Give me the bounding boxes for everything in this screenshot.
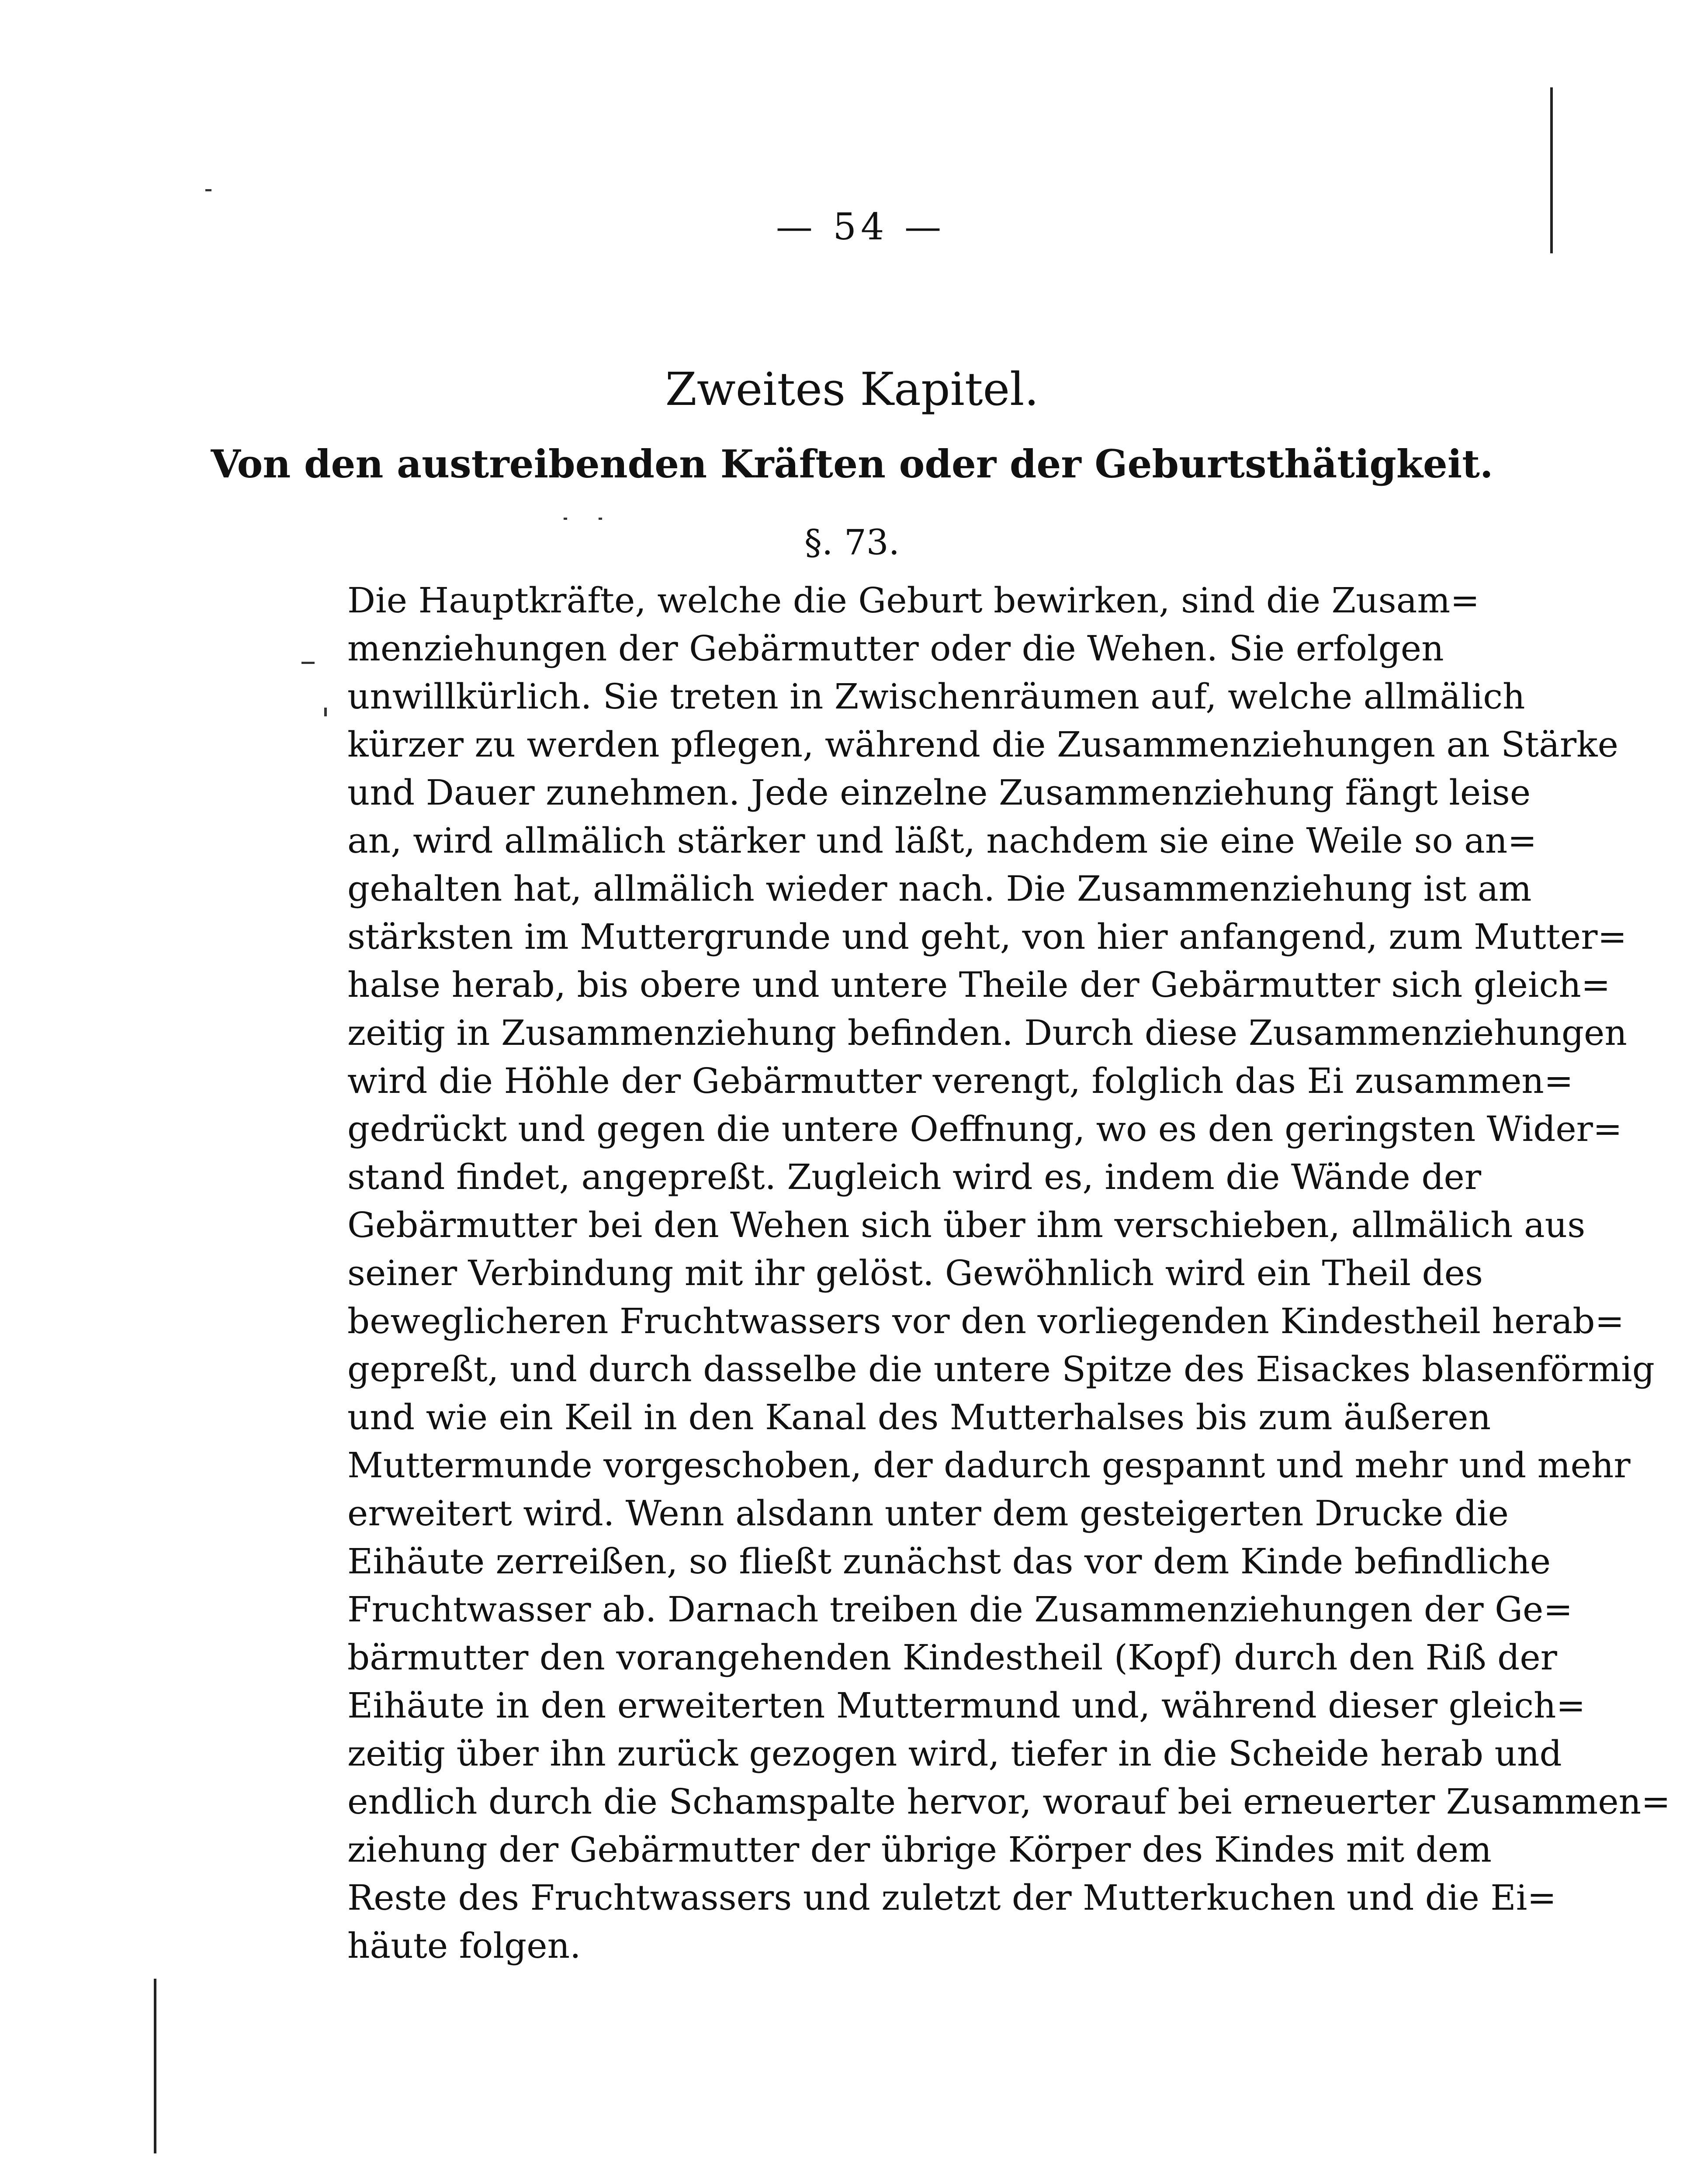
text-line: seiner Verbindung mit ihr gelöst. Gewöhnlich wird ein Theil des (347, 1253, 1483, 1293)
text-line: gehalten hat, allmälich wieder nach. Die Zusammenziehung ist am (347, 868, 1532, 909)
text-line: unwillkürlich. Sie treten in Zwischenräumen auf, welche allmälich (347, 676, 1525, 717)
body-paragraph (347, 577, 1671, 1970)
margin-tick-mark (324, 708, 327, 716)
text-line: Fruchtwasser ab. Darnach treiben die Zusammenziehungen der Ge= (347, 1589, 1573, 1630)
text-line: Reste des Fruchtwassers und zuletzt der Mutterkuchen und die Ei= (347, 1877, 1557, 1918)
text-line: zeitig in Zusammenziehung befinden. Durch diese Zusammenziehungen (347, 1013, 1627, 1053)
text-line: häute folgen. (347, 1925, 581, 1966)
chapter-subtitle: Von den austreibenden Kräften oder der Geburtsthätigkeit. (211, 441, 1493, 487)
text-line: und Dauer zunehmen. Jede einzelne Zusammenziehung fängt leise (347, 772, 1531, 813)
text-line: beweglicheren Fruchtwassers vor den vorliegenden Kindestheil herab= (347, 1301, 1624, 1341)
text-line: an, wird allmälich stärker und läßt, nachdem sie eine Weile so an= (347, 820, 1537, 861)
text-line: Gebärmutter bei den Wehen sich über ihm verschieben, allmälich aus (347, 1205, 1586, 1245)
text-line: endlich durch die Schamspalte hervor, worauf bei erneuerter Zusammen= (347, 1781, 1671, 1822)
scan-speck (205, 189, 211, 191)
text-line: ziehung der Gebärmutter der übrige Körper des Kindes mit dem (347, 1829, 1492, 1870)
section-number: §. 73. (804, 522, 900, 563)
text-line: Die Hauptkräfte, welche die Geburt bewirken, sind die Zusam= (347, 580, 1480, 621)
margin-dash-mark (301, 662, 315, 664)
page-number: — 54 — (776, 205, 946, 248)
text-line: Eihäute in den erweiterten Muttermund und, während dieser gleich= (347, 1685, 1586, 1726)
text-line: gedrückt und gegen die untere Oeffnung, wo es den geringsten Wider= (347, 1109, 1622, 1149)
text-line: gepreßt, und durch dasselbe die untere Spitze des Eisackes blasenförmig (347, 1349, 1655, 1389)
scan-edge-line-right (1550, 87, 1553, 253)
text-line: Muttermunde vorgeschoben, der dadurch gespannt und mehr und mehr (347, 1445, 1631, 1486)
text-line: bärmutter den vorangehenden Kindestheil (Kopf) durch den Riß der (347, 1637, 1557, 1678)
scan-speck (599, 518, 602, 520)
scan-speck (564, 518, 567, 520)
chapter-title: Zweites Kapitel. (665, 363, 1039, 416)
text-line: halse herab, bis obere und untere Theile der Gebärmutter sich gleich= (347, 964, 1610, 1005)
text-line: wird die Höhle der Gebärmutter verengt, folglich das Ei zusammen= (347, 1061, 1573, 1101)
text-line: und wie ein Keil in den Kanal des Mutterhalses bis zum äußeren (347, 1397, 1491, 1438)
text-line: menziehungen der Gebärmutter oder die Wehen. Sie erfolgen (347, 628, 1444, 669)
text-line: stand findet, angepreßt. Zugleich wird es, indem die Wände der (347, 1157, 1482, 1197)
text-line: Eihäute zerreißen, so fließt zunächst das vor dem Kinde befindliche (347, 1541, 1551, 1582)
scan-edge-line-left (154, 1979, 156, 2153)
text-line: stärksten im Muttergrunde und geht, von hier anfangend, zum Mutter= (347, 916, 1627, 957)
text-line: zeitig über ihn zurück gezogen wird, tiefer in die Scheide herab und (347, 1733, 1562, 1774)
text-line: kürzer zu werden pflegen, während die Zusammenziehungen an Stärke (347, 724, 1618, 765)
text-line: erweitert wird. Wenn alsdann unter dem gesteigerten Drucke die (347, 1493, 1509, 1534)
